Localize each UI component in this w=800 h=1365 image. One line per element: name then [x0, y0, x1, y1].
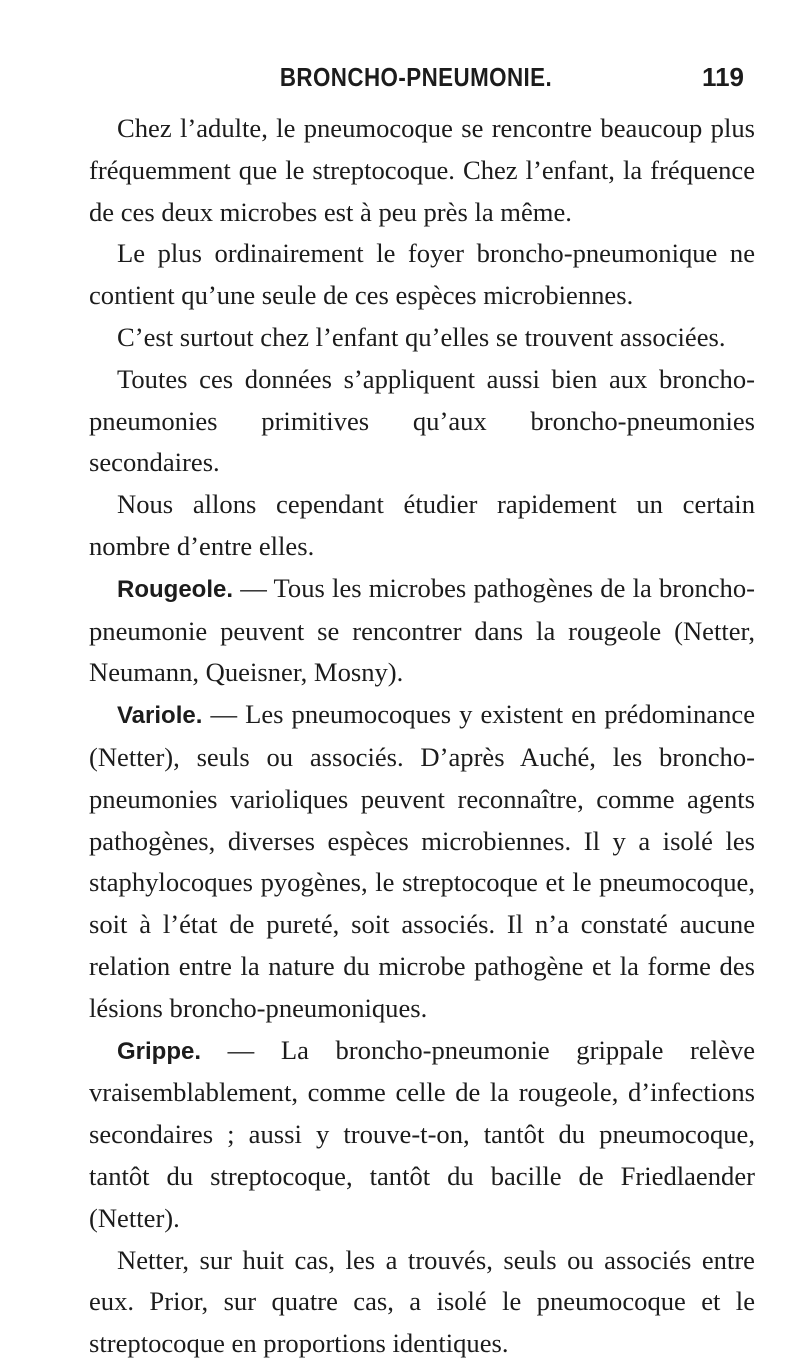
body-text — [89, 108, 755, 1365]
paragraph-text: Netter, sur huit cas, les a trouvés, seuls ou associés entre eux. Prior, sur quatre cas, a isolé le pneumocoque et le streptocoque en proportions identiques. — [89, 1244, 755, 1359]
paragraph-text: Le plus ordinairement le foyer broncho-pneumonique ne contient qu’une seule de ces espèces microbiennes. — [89, 238, 755, 311]
page-number: 119 — [702, 62, 744, 92]
section-lead-variole: Variole. — [117, 702, 203, 730]
section-lead-grippe: Grippe. — [117, 1037, 202, 1065]
paragraph-text: Toutes ces données s’appliquent aussi bien aux broncho-pneumonies primitives qu’aux broncho-pneumonies secondaires. — [89, 363, 755, 478]
paragraph-rougeole — [89, 568, 755, 694]
paragraph-variole — [89, 694, 755, 1029]
paragraph-4 — [89, 359, 755, 484]
paragraph-text: — Tous les microbes pathogènes de la broncho-pneumonie peuvent se rencontrer dans la rougeole (Netter, Neumann, Queisner, Mosny). — [89, 572, 755, 688]
paragraph-text: — Les pneumocoques y existent en prédominance (Netter), seuls ou associés. D’après Auché, les broncho-pneumonies varioliques peuvent reconnaître, comme agents pathogènes, diverses espèces microbiennes. Il y a isolé les staphylocoques pyogènes, le streptocoque et le pneumocoque, soit à l’état de pureté, soit associés. Il n’a constaté aucune relation entre la nature du microbe pathogène et la forme des lésions broncho-pneumoniques. — [89, 699, 755, 1023]
paragraph-1 — [89, 108, 755, 233]
paragraph-text: Nous allons cependant étudier rapidement un certain nombre d’entre elles. — [89, 489, 755, 561]
paragraph-text: — La broncho-pneumonie grippale relève vraisemblablement, comme celle de la rougeole, d’infections secondaires ; aussi y trouve-t-on, tantôt du pneumocoque, tantôt du streptocoque, tantôt du bacille de Friedlaender (Netter). — [89, 1034, 755, 1233]
paragraph-text: Chez l’adulte, le pneumocoque se rencontre beaucoup plus fréquemment que le streptocoque. Chez l’enfant, la fréquence de ces deux microbes est à peu près la même. — [89, 113, 755, 227]
paragraph-3 — [89, 317, 755, 359]
paragraph-5 — [89, 484, 755, 568]
paragraph-grippe — [89, 1030, 755, 1240]
paragraph-2 — [89, 233, 755, 317]
paragraph-9 — [89, 1240, 755, 1365]
section-lead-rougeole: Rougeole. — [117, 575, 234, 603]
running-title: BRONCHO-PNEUMONIE. — [279, 62, 553, 92]
paragraph-text: C’est surtout chez l’enfant qu’elles se trouvent associées. — [117, 321, 726, 352]
page-header — [88, 62, 744, 102]
